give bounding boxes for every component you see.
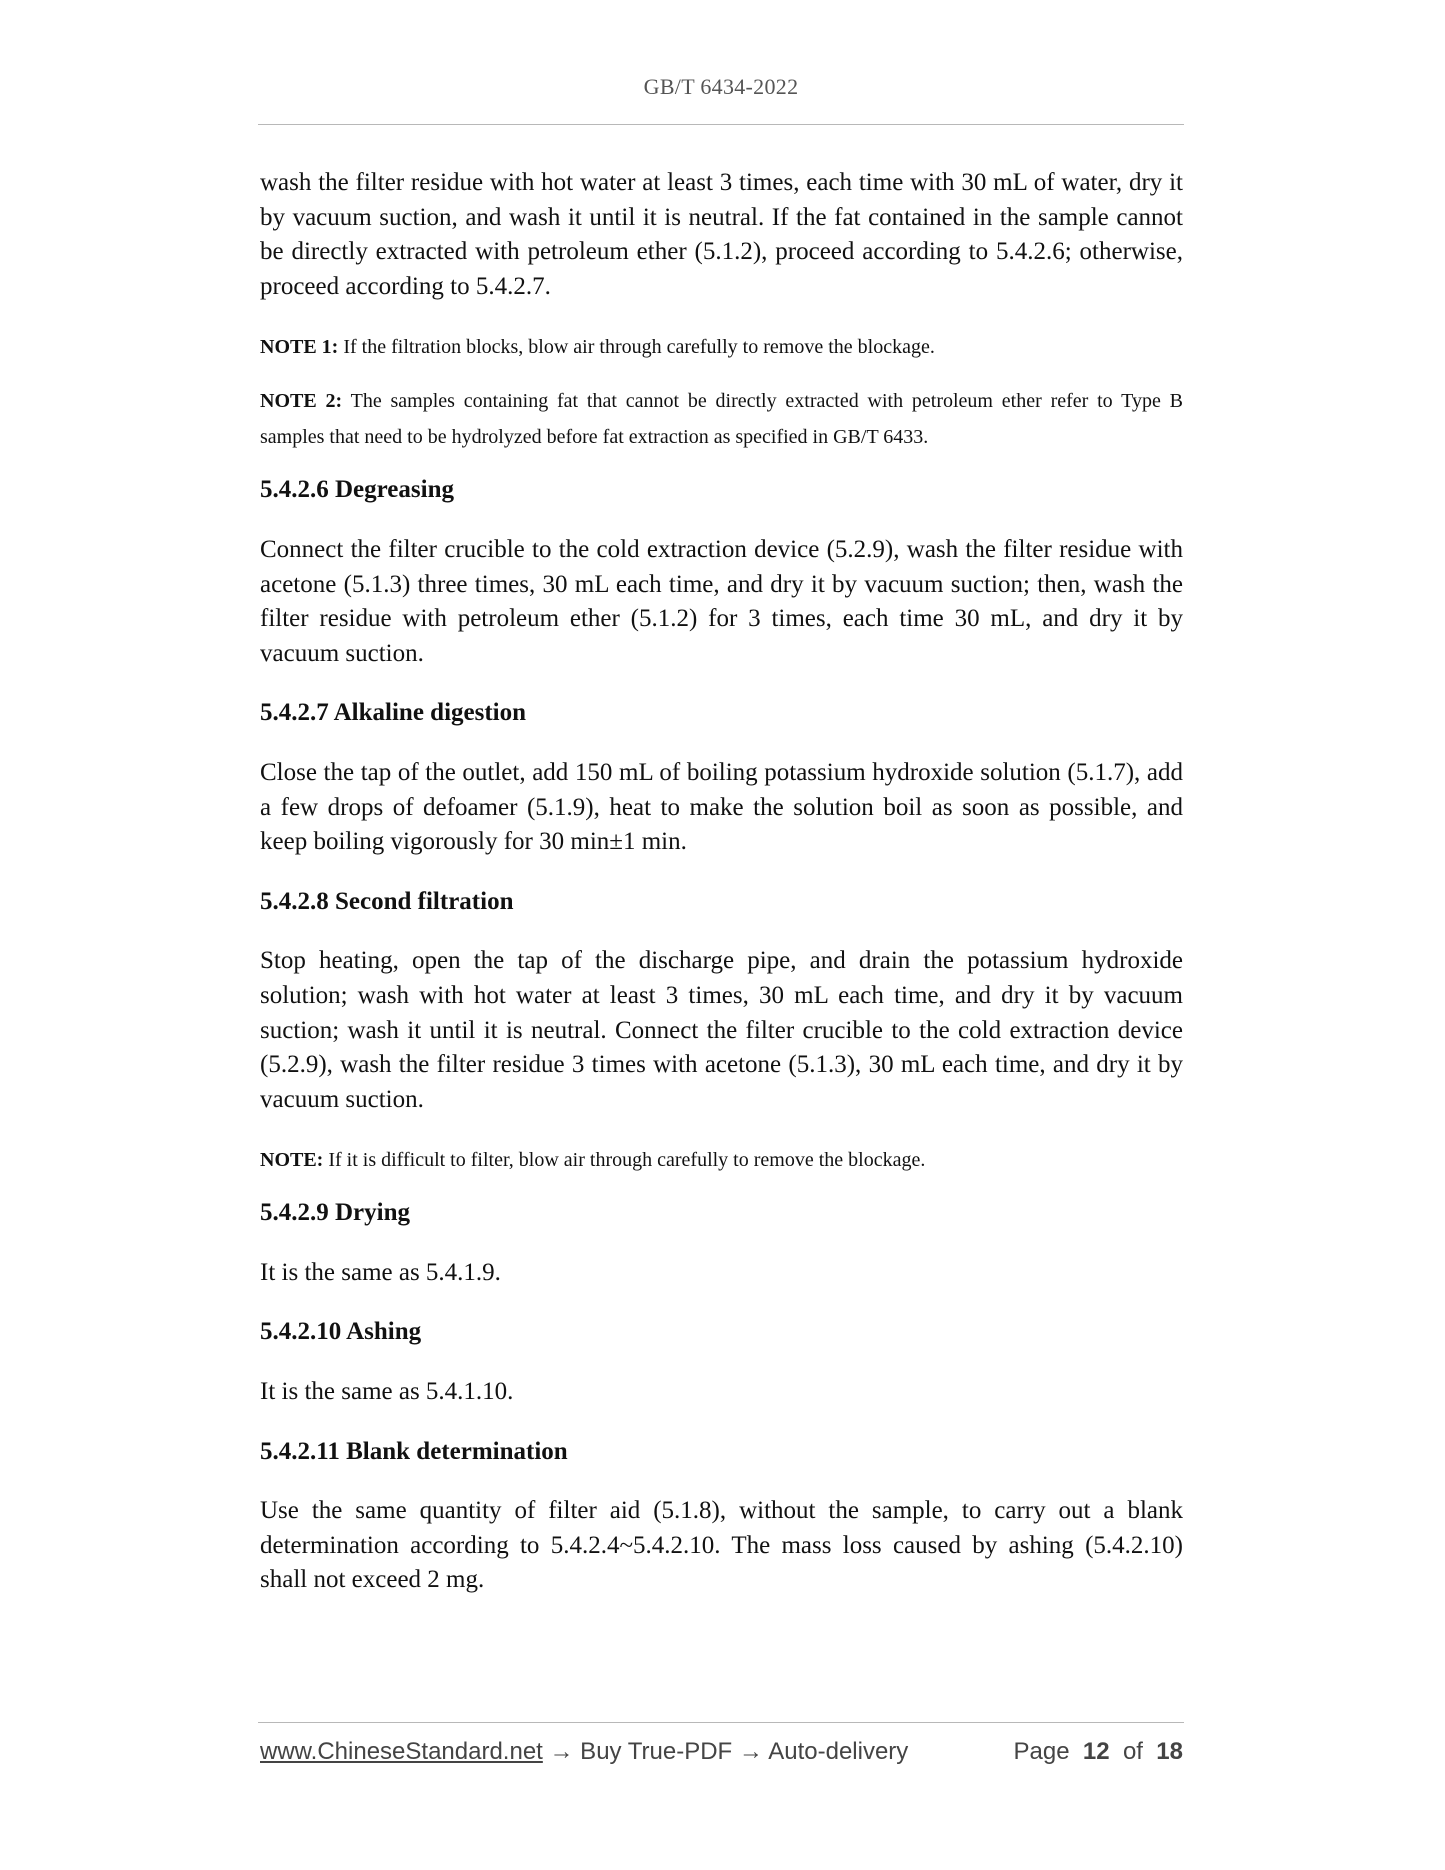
page-of-label: of <box>1122 1738 1143 1765</box>
heading-alkaline-digestion: 5.4.2.7 Alkaline digestion <box>260 699 527 727</box>
header-divider <box>258 124 1184 125</box>
heading-blank-determination: 5.4.2.11 Blank determination <box>260 1437 568 1465</box>
note-1-label: NOTE 1: <box>260 336 339 359</box>
paragraph-drying: It is the same as 5.4.1.9. <box>260 1258 501 1286</box>
note-filtration-text: If it is difficult to filter, blow air through carefully to remove the blockage. <box>323 1149 926 1172</box>
paragraph-degreasing: Connect the filter crucible to the cold extraction device (5.2.9), wash the filter residue with acetone (5.1.3) three times, 30 mL each time, and dry it by vacuum suction; then, wash the filter residue with petroleum ether (5.1.2) for 3 times, each time 30 mL, and dry it by vacuum suction. <box>260 535 1183 667</box>
page-current: 12 <box>1082 1738 1110 1765</box>
footer-divider <box>258 1722 1184 1723</box>
paragraph-washing: wash the filter residue with hot water at least 3 times, each time with 30 mL of water, dry it by vacuum suction, and wash it until it is neutral. If the fat contained in the sample cannot be directly extracted with petroleum ether (5.1.2), proceed according to 5.4.2.6; otherwise, proceed according to 5.4.2.7. <box>260 169 1183 300</box>
heading-degreasing: 5.4.2.6 Degreasing <box>260 476 454 504</box>
note-filtration <box>260 1142 1183 1178</box>
page-total: 18 <box>1156 1738 1183 1765</box>
document-header: GB/T 6434-2022 <box>643 74 799 99</box>
note-2-label: NOTE 2: <box>260 390 343 413</box>
site-link[interactable]: www.ChineseStandard.net <box>260 1738 543 1765</box>
footer-promo-text: → Buy True-PDF → Auto-delivery <box>542 1738 909 1765</box>
paragraph-ashing: It is the same as 5.4.1.10. <box>260 1378 514 1406</box>
note-filtration-label: NOTE: <box>260 1149 324 1172</box>
paragraph-blank-determination: Use the same quantity of filter aid (5.1.8), without the sample, to carry out a blank determination according to 5.4.2.4~5.4.2.10. The mass loss caused by ashing (5.4.2.10) shall not exceed 2 mg. <box>260 1497 1183 1594</box>
note-1 <box>260 329 1183 365</box>
note-2 <box>260 383 1183 455</box>
document-body <box>260 166 1183 1623</box>
paragraph-second-filtration: Stop heating, open the tap of the discharge pipe, and drain the potassium hydroxide solution; wash with hot water at least 3 times, 30 mL each time, and dry it by vacuum suction; wash it until it is neutral. Connect the filter crucible to the cold extraction device (5.2.9), wash the filter residue 3 times with acetone (5.1.3), 30 mL each time, and dry it by vacuum suction. <box>260 947 1183 1113</box>
heading-ashing: 5.4.2.10 Ashing <box>260 1318 422 1346</box>
note-2-text: The samples containing fat that cannot be directly extracted with petroleum ether refer to Type B samples that need to be hydrolyzed before fat extraction as specified in GB/T 6433. <box>260 390 1183 449</box>
paragraph-alkaline-digestion: Close the tap of the outlet, add 150 mL of boiling potassium hydroxide solution (5.1.7), add a few drops of defoamer (5.1.9), heat to make the solution boil as soon as possible, and keep boiling vigorously for 30 min±1 min. <box>260 758 1183 856</box>
page-indicator <box>1013 1738 1183 1766</box>
footer-promo <box>260 1738 908 1766</box>
heading-second-filtration: 5.4.2.8 Second filtration <box>260 887 514 915</box>
heading-drying: 5.4.2.9 Drying <box>260 1199 410 1227</box>
note-1-text: If the filtration blocks, blow air through carefully to remove the blockage. <box>338 336 935 359</box>
page-label: Page <box>1013 1738 1070 1765</box>
